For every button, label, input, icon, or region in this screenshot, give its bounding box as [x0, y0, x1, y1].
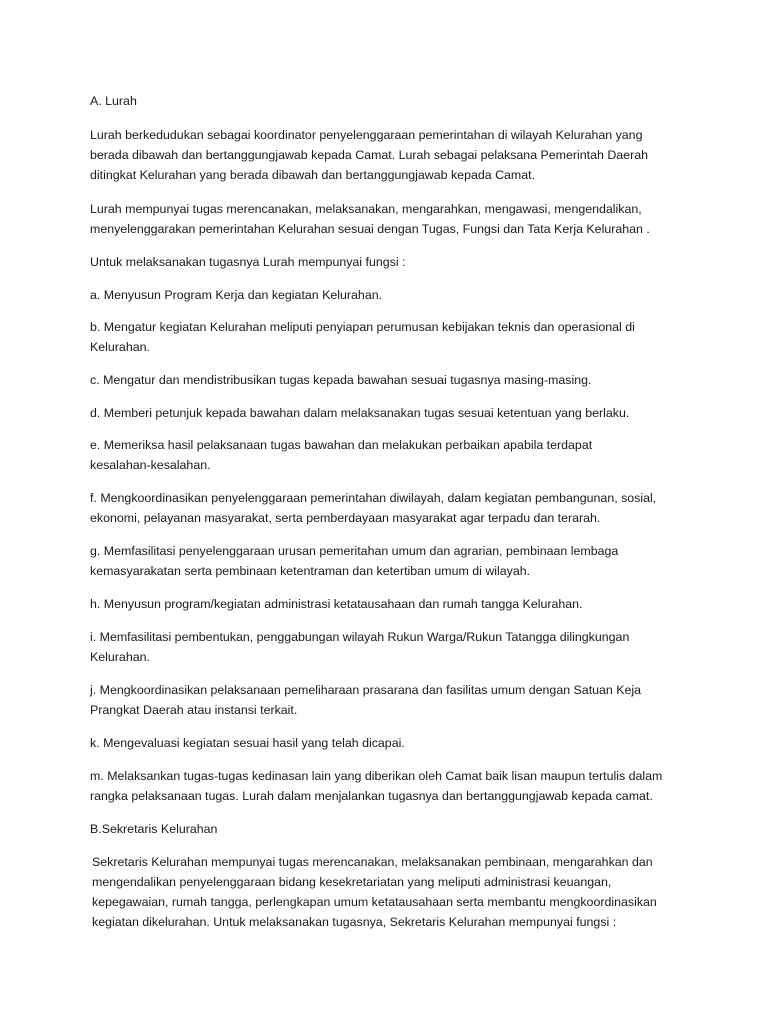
- paragraph-fungsi-intro: [90, 252, 680, 272]
- text-line: m. Melaksankan tugas-tugas kedinasan lain yang diberikan oleh Camat baik lisan maupun tertulis dalam: [90, 769, 663, 783]
- list-item-i: [90, 627, 680, 667]
- heading-text: B.Sekretaris Kelurahan: [90, 822, 218, 836]
- text-line: ditingkat Kelurahan yang berada dibawah dan bertanggungjawab kepada Camat.: [90, 168, 536, 182]
- text-line: menyelenggarakan pemerintahan Kelurahan sesuai dengan Tugas, Fungsi dan Tata Kerja Kelurahan .: [90, 222, 650, 236]
- list-item-a: [90, 285, 680, 305]
- list-item-h: [90, 594, 680, 614]
- text-line: h. Menyusun program/kegiatan administrasi ketatausahaan dan rumah tangga Kelurahan.: [90, 597, 583, 611]
- text-line: b. Mengatur kegiatan Kelurahan meliputi penyiapan perumusan kebijakan teknis dan operasional di: [90, 320, 635, 334]
- text-line: Untuk melaksanakan tugasnya Lurah mempunyai fungsi :: [90, 255, 406, 269]
- paragraph-lurah-tugas: [90, 199, 680, 239]
- text-line: k. Mengevaluasi kegiatan sesuai hasil yang telah dicapai.: [90, 736, 405, 750]
- text-line: rangka pelaksanaan tugas. Lurah dalam menjalankan tugasnya dan bertanggungjawab kepada camat.: [90, 789, 653, 803]
- list-item-k: [90, 733, 680, 753]
- text-line: e. Memeriksa hasil pelaksanaan tugas bawahan dan melakukan perbaikan apabila terdapat: [90, 438, 593, 452]
- text-line: j. Mengkoordinasikan pelaksanaan pemeliharaan prasarana dan fasilitas umum dengan Satuan Keja: [90, 683, 642, 697]
- text-line: a. Menyusun Program Kerja dan kegiatan Kelurahan.: [90, 288, 383, 302]
- text-line: g. Memfasilitasi penyelenggaraan urusan pemeritahan umum dan agrarian, pembinaan lembaga: [90, 544, 619, 558]
- text-line: mengendalikan penyelenggaraan bidang kesekretariatan yang meliputi administrasi keuangan,: [92, 875, 612, 889]
- list-item-c: [90, 370, 680, 390]
- text-line: kepegawaian, rumah tangga, perlengkapan umum ketatausahaan serta membantu mengkoordinasikan: [92, 895, 657, 909]
- text-line: c. Mengatur dan mendistribusikan tugas kepada bawahan sesuai tugasnya masing-masing.: [90, 373, 592, 387]
- list-item-j: [90, 680, 680, 720]
- text-line: d. Memberi petunjuk kepada bawahan dalam melaksanakan tugas sesuai ketentuan yang berlaku.: [90, 406, 630, 420]
- text-line: f. Mengkoordinasikan penyelenggaraan pemerintahan diwilayah, dalam kegiatan pembangunan, sosial,: [90, 491, 657, 505]
- paragraph-lurah-kedudukan: [90, 125, 680, 185]
- text-line: i. Memfasilitasi pembentukan, penggabungan wilayah Rukun Warga/Rukun Tatangga dilingkungan: [90, 630, 630, 644]
- list-item-e: [90, 435, 680, 475]
- text-line: Kelurahan.: [90, 650, 150, 664]
- text-line: Kelurahan.: [90, 340, 150, 354]
- list-item-f: [90, 488, 680, 528]
- heading-text: A. Lurah: [90, 94, 137, 108]
- text-line: Lurah mempunyai tugas merencanakan, melaksanakan, mengarahkan, mengawasi, mengendalikan,: [90, 202, 642, 216]
- text-line: kesalahan-kesalahan.: [90, 458, 211, 472]
- paragraph-sekretaris-tugas: [92, 852, 682, 932]
- text-line: Lurah berkedudukan sebagai koordinator penyelenggaraan pemerintahan di wilayah Kelurahan yang: [90, 128, 643, 142]
- text-line: Sekretaris Kelurahan mempunyai tugas merencanakan, melaksanakan pembinaan, mengarahkan dan: [92, 855, 653, 869]
- text-line: Prangkat Daerah atau instansi terkait.: [90, 703, 298, 717]
- list-item-b: [90, 317, 680, 357]
- list-item-d: [90, 403, 680, 423]
- heading-lurah: [90, 91, 680, 111]
- text-line: ekonomi, pelayanan masyarakat, serta pemberdayaan masyarakat agar terpadu dan terarah.: [90, 511, 601, 525]
- text-line: kegiatan dikelurahan. Untuk melaksanakan tugasnya, Sekretaris Kelurahan mempunyai fungsi :: [92, 915, 617, 929]
- text-line: berada dibawah dan bertanggungjawab kepada Camat. Lurah sebagai pelaksana Pemerintah Daerah: [90, 148, 648, 162]
- list-item-g: [90, 541, 680, 581]
- list-item-m: [90, 766, 680, 806]
- heading-sekretaris: [90, 819, 680, 839]
- text-line: kemasyarakatan serta pembinaan ketentraman dan ketertiban umum di wilayah.: [90, 564, 531, 578]
